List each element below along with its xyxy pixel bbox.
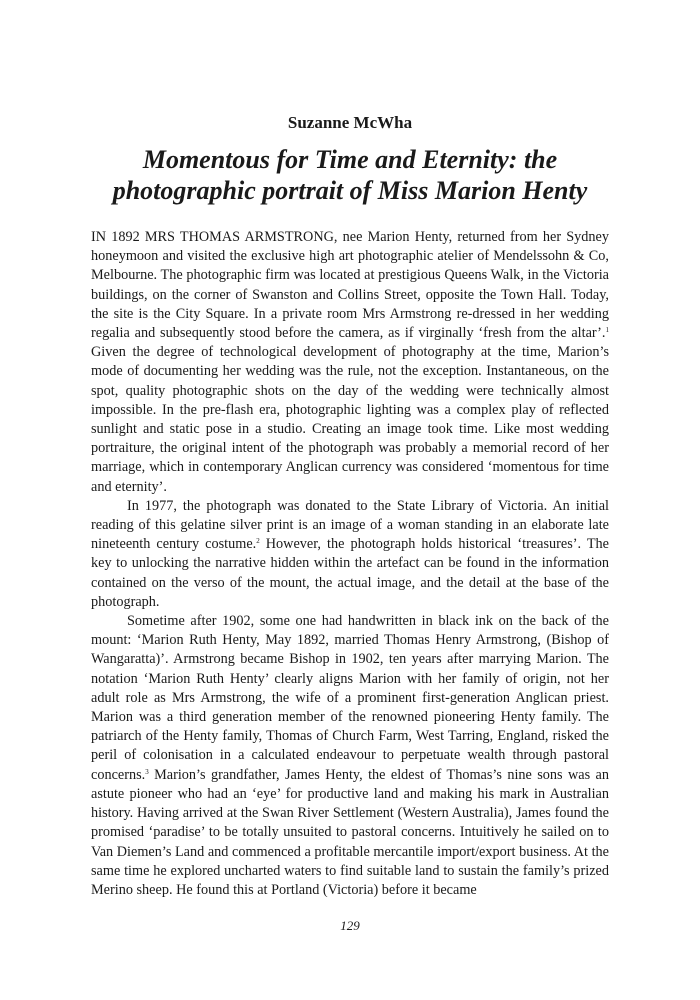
- paragraph-1: [91, 228, 609, 497]
- footnote-ref-3[interactable]: 3: [145, 767, 149, 776]
- text-run: In 1977, the photograph was donated to the State Library of Victoria. An initial reading of this gelatine silver print is an image of a woman standing in an elaborate late nineteenth century costume.: [91, 497, 609, 553]
- text-run: Marion’s grandfather, James Henty, the eldest of Thomas’s nine sons was an astute pioneer who had an ‘eye’ for productive land and making his mark in Australian history. Having arrived at the Swan River Settlement (Western Australia), James found the promised ‘paradise’ to be totally unsuited to pastoral concerns. Intuitively he sailed on to Van Diemen’s Land and commenced a profitable mercantile import/export business. At the same time he explored uncharted waters to find suitable land to sustain the family’s prized Merino sheep. He found this at Portland (Victoria) before it became: [91, 766, 609, 898]
- title-line-2: photographic portrait of Miss Marion Henty: [112, 176, 588, 205]
- paragraph-3: [91, 612, 609, 900]
- footnote-ref-1[interactable]: 1: [605, 326, 609, 335]
- article-body: [91, 228, 609, 900]
- footnote-ref-2[interactable]: 2: [256, 537, 260, 546]
- title-line-1: Momentous for Time and Eternity: the: [142, 145, 558, 174]
- text-run: Given the degree of technological development of photography at the time, Marion’s mode of documenting her wedding was the rule, not the exception. Instantaneous, on the spot, quality photographic shots on the day of the wedding were technically almost impossible. In the pre-flash era, photographic lighting was a complex play of reflected sunlight and static pose in a studio. Creating an image took time. Like most wedding portraiture, the original intent of the photograph was probably a memorial record of her marriage, which in contemporary Anglican currency was considered ‘momentous for time and eternity’.: [91, 344, 609, 495]
- page-number: 129: [340, 918, 360, 933]
- text-run: IN 1892 MRS THOMAS ARMSTRONG, nee Marion Henty, returned from her Sydney honeymoon and visited the exclusive high art photographic atelier of Mendelssohn & Co, Melbourne. The photographic firm was located at prestigious Queens Walk, in the Victoria buildings, on the corner of Swanston and Collins Street, opposite the Town Hall. Today, the site is the City Square. In a private room Mrs Armstrong re-dressed in her wedding regalia and subsequently stood before the camera, as if virginally ‘fresh from the altar’.: [91, 229, 609, 342]
- text-run: However, the photograph holds historical ‘treasures’. The key to unlocking the narrative hidden within the artefact can be found in the information contained on the verso of the mount, the actual image, and the detail at the base of the photograph.: [91, 536, 610, 610]
- author-name: Suzanne McWha: [287, 113, 413, 132]
- text-run: Sometime after 1902, some one had handwritten in black ink on the back of the mount: ‘Marion Ruth Henty, May 1892, married Thomas Henry Armstrong, (Bishop of Wangaratta)’. Armstrong became Bishop in 1902, ten years after marrying Marion. The notation ‘Marion Ruth Henty’ clearly aligns Marion with her family of origin, not her adult role as Mrs Armstrong, the wife of a prominent first-generation Anglican priest. Marion was a third generation member of the renowned pioneering Henty family. The patriarch of the Henty family, Thomas of Church Farm, West Tarring, England, risked the peril of colonisation in a calculated endeavour to perpetuate wealth through pastoral concerns.: [91, 613, 609, 783]
- article: [91, 112, 609, 900]
- paragraph-2: [91, 497, 609, 612]
- article-title: [91, 144, 609, 206]
